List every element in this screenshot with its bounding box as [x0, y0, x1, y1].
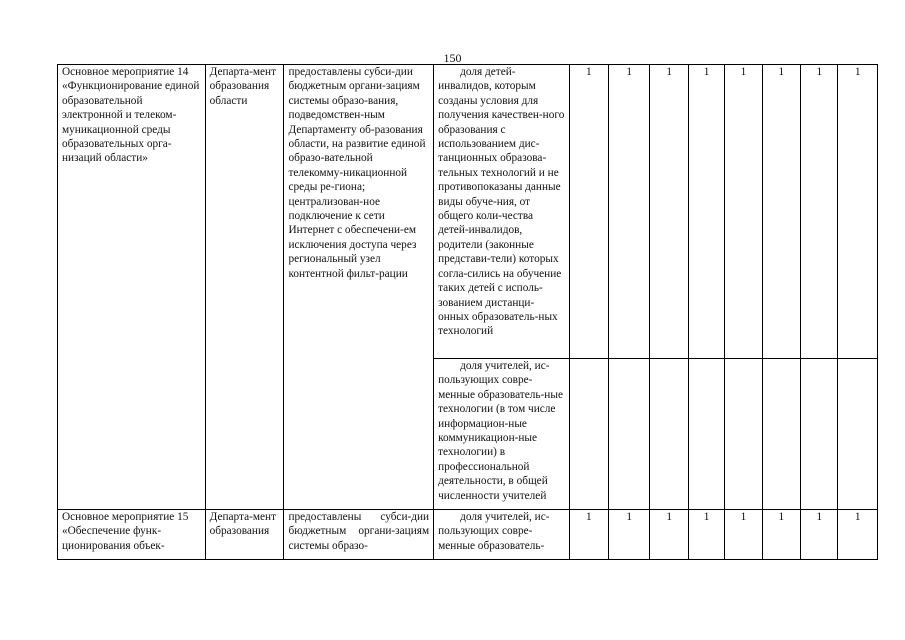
value-cell	[838, 359, 878, 510]
value-cell	[569, 359, 608, 510]
value-cell: 1	[801, 510, 838, 560]
value-cell: 1	[688, 510, 724, 560]
value-cell: 1	[688, 65, 724, 359]
indicator-cell: доля учителей, ис-пользующих совре-менные образователь-	[434, 510, 569, 560]
value-cell	[762, 359, 800, 510]
value-cell: 1	[762, 510, 800, 560]
activity-cell: Основное мероприятие 15 «Обеспечение функ-ционирования объек-	[58, 510, 206, 560]
value-cell: 1	[838, 65, 878, 359]
indicator-cell: доля детей-инвалидов, которым созданы условия для получения качествен-ного образования с использованием дис-танционных образова-тельных технологий и не противопоказаны данные виды обуче-ния, от общего коли-чества детей-инвалидов, родители (законные представи-тели) которых согла-сились на обучение таких детей с исполь-зованием дистанци-онных образователь-ных технологий	[434, 65, 569, 359]
value-cell	[725, 359, 762, 510]
value-cell: 1	[801, 65, 838, 359]
value-cell: 1	[650, 510, 688, 560]
table-row	[58, 510, 878, 560]
value-cell	[801, 359, 838, 510]
value-cell: 1	[725, 65, 762, 359]
indicator-cell: доля учителей, ис-пользующих совре-менные образователь-ные технологии (в том числе информацион-ные коммуникацион-ные технологии) в профессиональной деятельности, в общей численности учителей	[434, 359, 569, 510]
executor-cell: Департа-мент образования области	[205, 65, 284, 510]
value-cell	[688, 359, 724, 510]
result-cell: предоставлены субси-дии бюджетным органи-зациям системы образо-вания, подведомствен-ным Департаменту об-разования области, на развитие единой образо-вательной телекомму-никационной среды ре-гиона; централизован-ное подключение к сети Интернет с обеспечени-ем исключения доступа через региональный узел контентной фильт-рации	[284, 65, 434, 510]
value-cell: 1	[569, 65, 608, 359]
value-cell: 1	[609, 65, 650, 359]
activity-cell: Основное мероприятие 14 «Функционирование единой образовательной электронной и телеком-муникационной среды образовательных орга-низаций области»	[58, 65, 206, 510]
value-cell	[609, 359, 650, 510]
value-cell: 1	[762, 65, 800, 359]
result-cell: предоставлены субси-дии бюджетным органи-зациям системы образо-	[284, 510, 434, 560]
table-row	[58, 65, 878, 359]
value-cell: 1	[650, 65, 688, 359]
page-number: 150	[443, 51, 462, 65]
value-cell: 1	[609, 510, 650, 560]
value-cell: 1	[569, 510, 608, 560]
value-cell	[650, 359, 688, 510]
value-cell: 1	[838, 510, 878, 560]
executor-cell: Департа-мент образования	[205, 510, 284, 560]
value-cell: 1	[725, 510, 762, 560]
program-activities-table	[57, 64, 878, 560]
